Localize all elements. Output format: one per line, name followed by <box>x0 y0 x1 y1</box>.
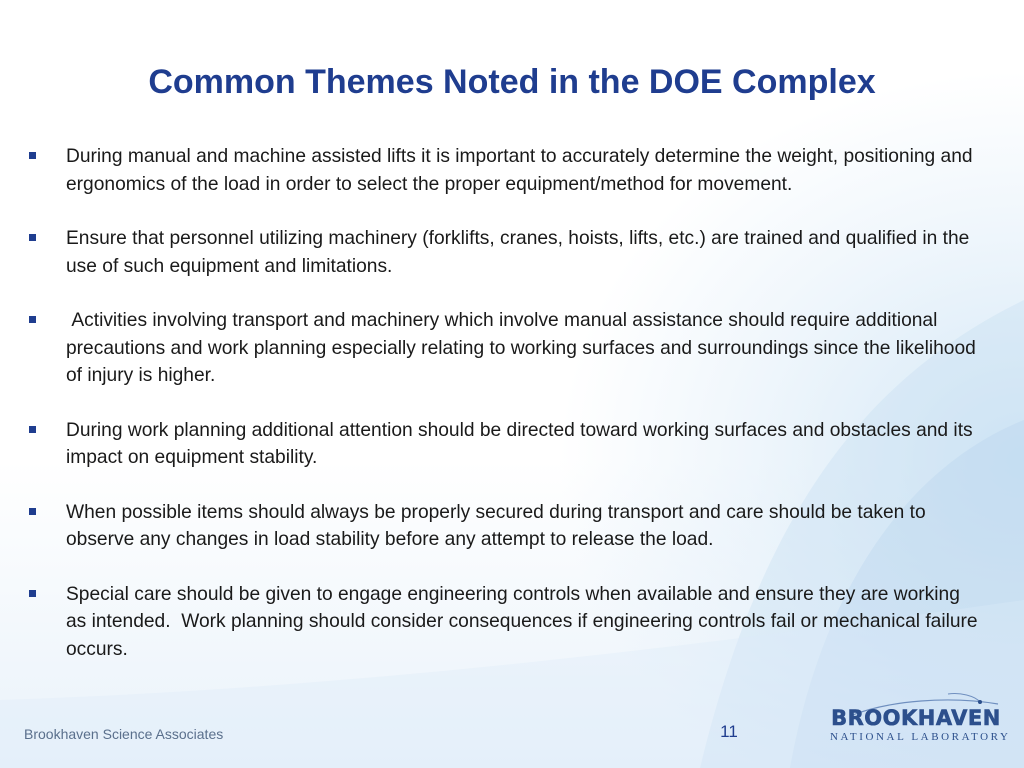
bullet-text: Ensure that personnel utilizing machinery (forklifts, cranes, hoists, lifts, etc.) are trained and qualified in the use of such equipment and limitations. <box>66 228 975 277</box>
bullet-text: Special care should be given to engage engineering controls when available and ensure they are working as intended. Work planning should consider consequences if engineering controls fail or mechanical failure occurs. <box>66 583 983 660</box>
logo-wordmark: BROOKHAVEN <box>831 706 1001 730</box>
bullet-list <box>28 143 983 690</box>
brookhaven-logo <box>830 690 1011 746</box>
bullet-item <box>28 499 978 554</box>
bullet-text: During manual and machine assisted lifts it is important to accurately determine the weight, positioning and ergonomics of the load in order to select the proper equipment/method for movement. <box>66 146 978 195</box>
square-bullet-icon <box>29 234 36 241</box>
bullet-item <box>28 417 978 472</box>
bullet-item <box>28 307 982 390</box>
square-bullet-icon <box>29 152 36 159</box>
square-bullet-icon <box>29 590 36 597</box>
slide-title: Common Themes Noted in the DOE Complex <box>148 63 876 101</box>
bullet-text: During work planning additional attention should be directed toward working surfaces and obstacles and its impact on equipment stability. <box>66 419 978 468</box>
bullet-item <box>28 581 983 664</box>
square-bullet-icon <box>29 316 36 323</box>
bullet-text: Activities involving transport and machinery which involve manual assistance should require additional precautions and work planning especially relating to working surfaces and surroundings since the likelihood of injury is higher. <box>66 310 982 386</box>
bullet-item <box>28 225 978 280</box>
square-bullet-icon <box>29 426 36 433</box>
square-bullet-icon <box>29 508 36 515</box>
logo-subtitle: NATIONAL LABORATORY <box>830 731 1011 743</box>
bullet-item <box>28 143 978 198</box>
footer-organization: Brookhaven Science Associates <box>24 726 224 742</box>
page-number: 11 <box>720 722 738 741</box>
bullet-text: When possible items should always be properly secured during transport and care should be taken to observe any changes in load stability before any attempt to release the load. <box>66 501 932 550</box>
